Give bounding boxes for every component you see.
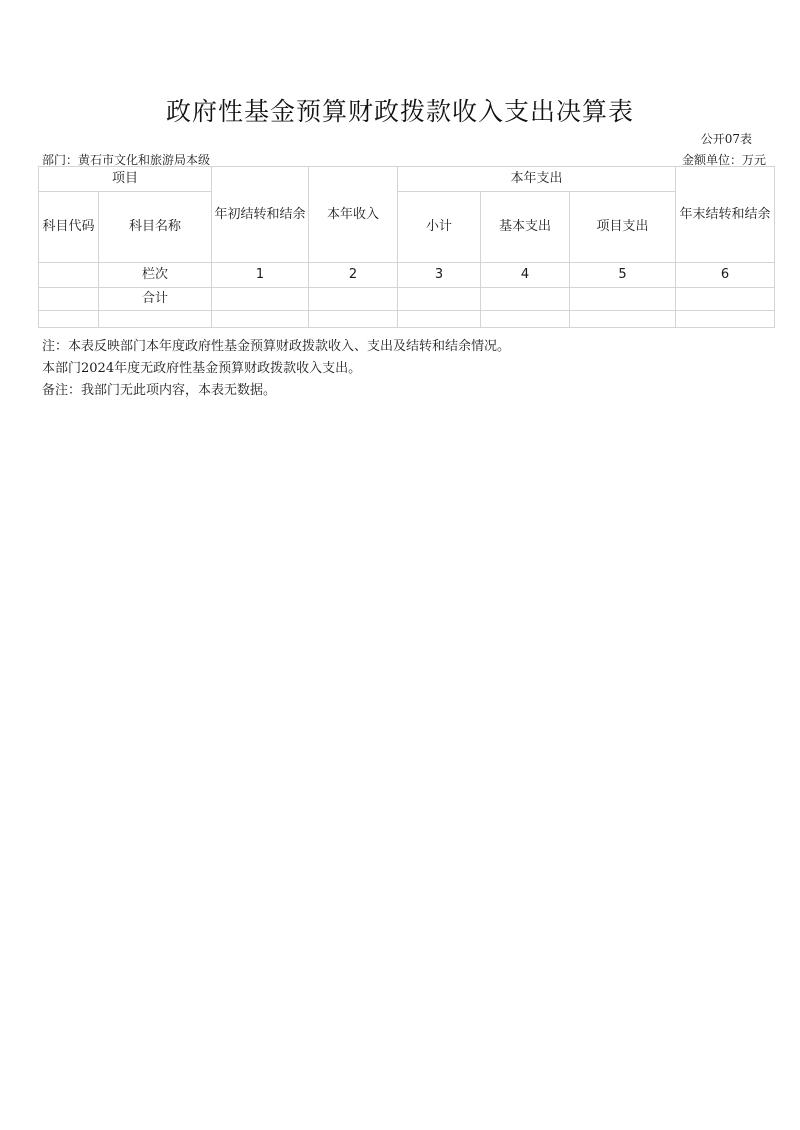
index-number: 6	[676, 263, 775, 288]
notes-section	[42, 336, 510, 402]
table-row-total	[39, 288, 775, 311]
row-index-label: 栏次	[99, 263, 212, 288]
table-cell	[212, 311, 309, 328]
header-project-expense: 项目支出	[570, 192, 676, 263]
header-opening-balance: 年初结转和结余	[212, 167, 309, 263]
index-number: 1	[212, 263, 309, 288]
table-cell	[481, 288, 570, 311]
department-label: 部门：黄石市文化和旅游局本级	[42, 153, 211, 167]
index-number: 3	[398, 263, 481, 288]
table-row-blank	[39, 311, 775, 328]
table-cell	[309, 311, 398, 328]
table-cell	[676, 311, 775, 328]
table-cell	[398, 311, 481, 328]
header-subject-name: 科目名称	[99, 192, 212, 263]
header-current-expense: 本年支出	[398, 167, 676, 192]
table-cell	[398, 288, 481, 311]
table-cell	[99, 311, 212, 328]
note-line: 备注：我部门无此项内容，本表无数据。	[42, 383, 277, 398]
amount-unit-label: 金额单位：万元	[681, 153, 766, 167]
table-cell	[39, 288, 99, 311]
table-cell	[570, 311, 676, 328]
header-subtotal: 小计	[398, 192, 481, 263]
note-line: 注：本表反映部门本年度政府性基金预算财政拨款收入、支出及结转和结余情况。	[42, 339, 511, 354]
table-row-index	[39, 263, 775, 288]
header-basic-expense: 基本支出	[481, 192, 570, 263]
index-number: 5	[570, 263, 676, 288]
table-header-row-2	[39, 192, 775, 263]
table-cell	[212, 288, 309, 311]
index-number: 4	[481, 263, 570, 288]
note-line: 本部门2024年度无政府性基金预算财政拨款收入支出。	[42, 361, 362, 376]
table-cell	[39, 311, 99, 328]
header-current-income: 本年收入	[309, 167, 398, 263]
row-total-label: 合计	[99, 288, 212, 311]
header-project: 项目	[39, 167, 212, 192]
table-cell	[39, 263, 99, 288]
table-cell	[676, 288, 775, 311]
form-code: 公开07表	[700, 132, 752, 146]
index-number: 2	[309, 263, 398, 288]
table-cell	[309, 288, 398, 311]
header-closing-balance: 年末结转和结余	[676, 167, 775, 263]
page-title: 政府性基金预算财政拨款收入支出决算表	[165, 97, 634, 126]
table-cell	[570, 288, 676, 311]
budget-table	[38, 166, 775, 328]
header-subject-code: 科目代码	[39, 192, 99, 263]
table-header-row-1	[39, 167, 775, 192]
table-cell	[481, 311, 570, 328]
